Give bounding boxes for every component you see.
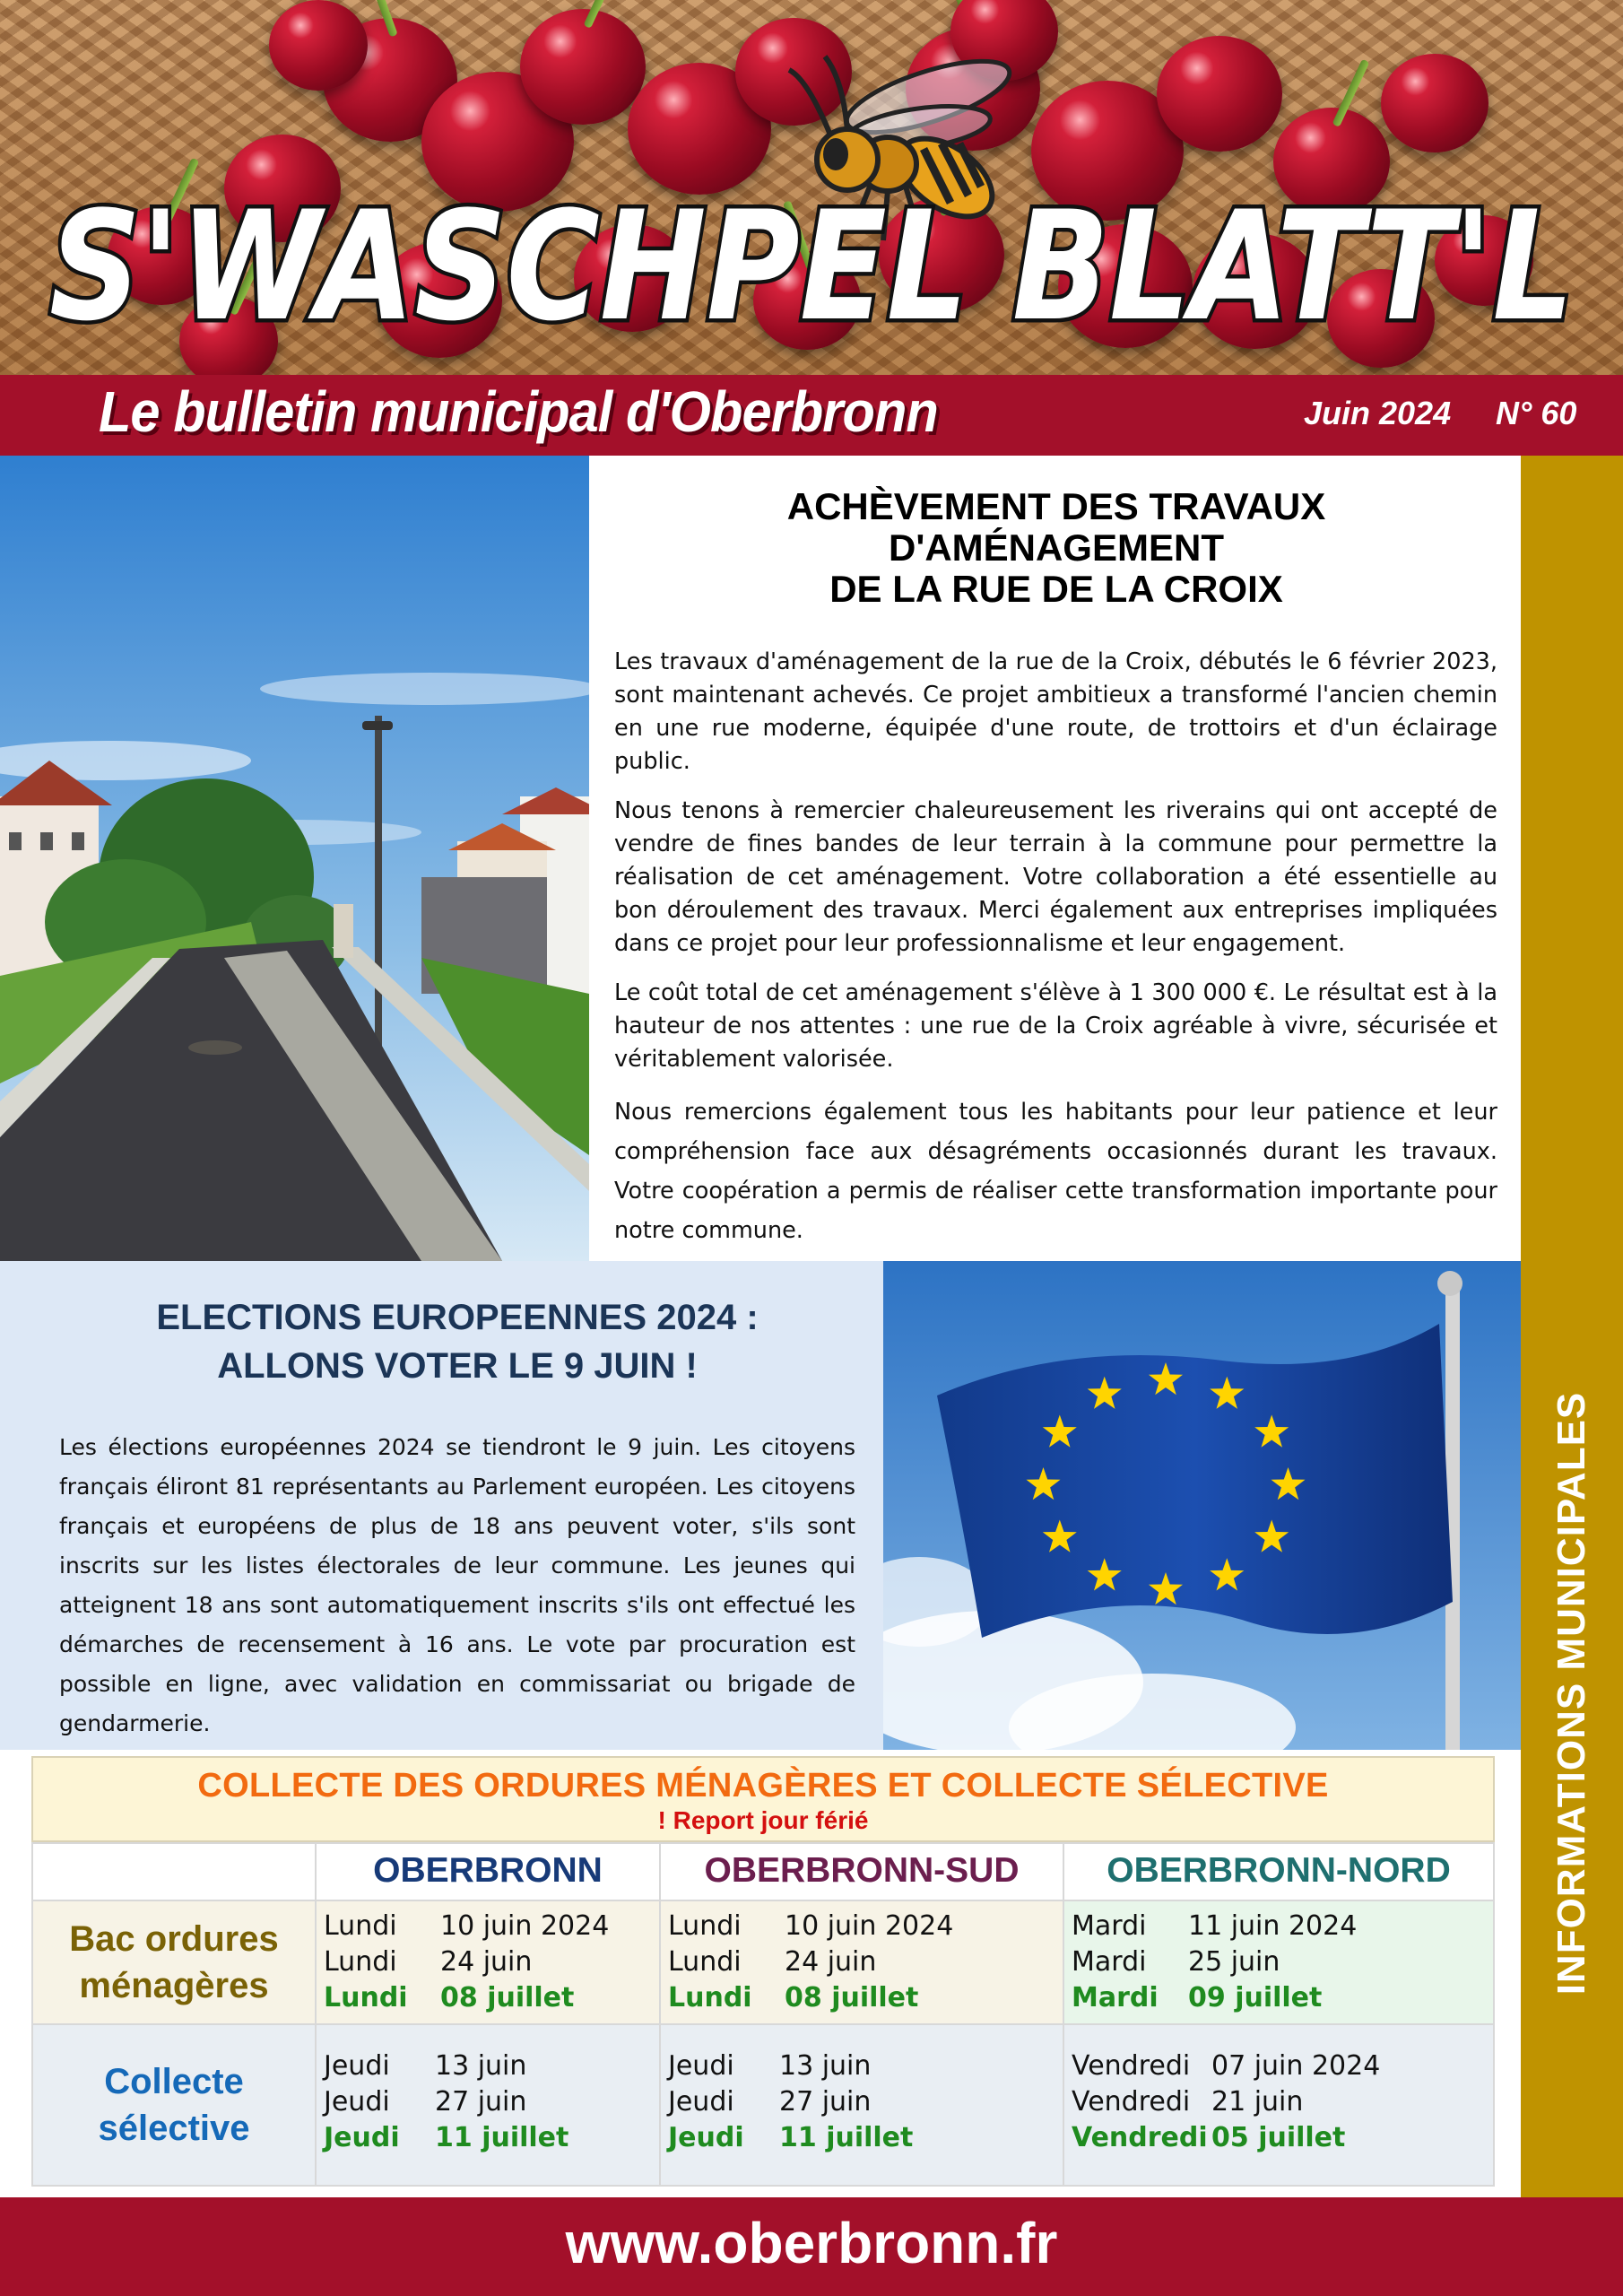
- road-photo: [0, 456, 589, 1261]
- zone-header-oberbronn-nord: [1063, 1842, 1495, 1901]
- collection-weekday: Lundi: [324, 1910, 397, 1942]
- dates-cell-oberbronn-waste: [315, 1900, 661, 2025]
- zone-header-oberbronn-sud: [659, 1842, 1064, 1901]
- collection-weekday: Mardi: [1072, 1910, 1147, 1942]
- dates-cell-oberbronn-sud-selective: [659, 2023, 1064, 2187]
- elections-article-title: [0, 1293, 915, 1390]
- road-article-title-line: D'AMÉNAGEMENT: [889, 526, 1224, 569]
- collection-date: 24 juin: [785, 1946, 877, 1978]
- collection-date-line: [1072, 1980, 1493, 2016]
- collection-weekday: Jeudi: [668, 2122, 744, 2153]
- collection-date-line: [668, 2084, 1063, 2120]
- collection-date-line: [1072, 2084, 1493, 2120]
- collection-date-line: [1072, 2120, 1493, 2156]
- collection-weekday: Lundi: [324, 1946, 397, 1978]
- row-label-selective-collection: [31, 2023, 317, 2187]
- collection-date-line: [668, 2120, 1063, 2156]
- collection-date: 27 juin: [435, 2086, 527, 2118]
- road-article-title: [610, 486, 1503, 610]
- collection-date-line: [324, 1944, 659, 1980]
- road-article-paragraph: Le coût total de cet aménagement s'élève à 1 300 000 €. Le résultat est à la hauteur de nos attentes : une rue de la Croix agréable à vivre, sécurisée et véritablement valorisée.: [614, 979, 1497, 1073]
- collection-date: 10 juin 2024: [440, 1910, 610, 1942]
- collection-date: 25 juin: [1188, 1946, 1280, 1978]
- eu-flag-photo: [883, 1261, 1521, 1750]
- row-label-household-waste: [31, 1900, 317, 2025]
- collection-weekday: Mardi: [1072, 1982, 1159, 2013]
- masthead-title-text: S'WASCHPEL BLATT'L: [49, 178, 1574, 350]
- holiday-shift-note: ! Report jour férié: [657, 1806, 869, 1834]
- collection-date: 13 juin: [435, 2050, 527, 2082]
- collection-date: 05 juillet: [1211, 2122, 1346, 2153]
- zone-label: OBERBRONN-SUD: [704, 1851, 1020, 1890]
- collection-date: 13 juin: [779, 2050, 872, 2082]
- elections-article-body: Les élections européennes 2024 se tiendront le 9 juin. Les citoyens français éliront 81 représentants au Parlement européen. Les citoyens français et européens de plus de 18 ans peuvent voter, s'ils sont inscrits sur les listes électorales de leur commune. Les jeunes qui atteignent 18 ans sont automatiquement inscrits s'ils ont effectué les démarches de recensement à 16 ans. Le vote par procuration est possible en ligne, avec validation en commissariat ou brigade de gendarmerie.: [59, 1434, 855, 1736]
- road-article-body: [614, 646, 1497, 1266]
- footer-bar: [0, 2197, 1623, 2296]
- collection-date: 11 juillet: [435, 2122, 569, 2153]
- collection-weekday: Vendredi: [1072, 2050, 1191, 2082]
- collection-date: 08 juillet: [440, 1982, 575, 2013]
- cherry-shape: [520, 9, 646, 125]
- collection-date-line: [1072, 1909, 1493, 1944]
- masthead-subbar: [0, 375, 1623, 456]
- table-corner-cell: [31, 1842, 317, 1901]
- row-label-line: ménagères: [79, 1966, 269, 2005]
- collection-weekday: Jeudi: [668, 2086, 734, 2118]
- collection-date-line: [668, 2048, 1063, 2084]
- collection-title: COLLECTE DES ORDURES MÉNAGÈRES ET COLLECTE SÉLECTIVE: [197, 1767, 1329, 1805]
- row-label-line: sélective: [98, 2109, 250, 2148]
- collection-date-line: [324, 1909, 659, 1944]
- collection-weekday: Jeudi: [324, 2122, 400, 2153]
- bulletin-subtitle: Le bulletin municipal d'Oberbronn: [99, 379, 938, 444]
- zone-header-oberbronn: [315, 1842, 661, 1901]
- road-article-paragraph: Nous remercions également tous les habitants pour leur patience et leur compréhension face aux désagréments occasionnés durant les travaux. Votre coopération a permis de réaliser cette transformation importante pour notre commune.: [614, 1099, 1497, 1244]
- cherry-shape: [1157, 36, 1282, 152]
- collection-date: 27 juin: [779, 2086, 872, 2118]
- issue-number: N° 60: [1496, 395, 1577, 431]
- side-banner: [1521, 456, 1623, 2197]
- collection-date-line: [668, 1909, 1063, 1944]
- collection-weekday: Vendredi: [1072, 2122, 1208, 2153]
- collection-date-line: [668, 1944, 1063, 1980]
- elections-title-line: ALLONS VOTER LE 9 JUIN !: [217, 1346, 698, 1386]
- side-banner-label: INFORMATIONS MUNICIPALES: [1549, 1391, 1593, 1996]
- zone-label: OBERBRONN: [373, 1851, 603, 1890]
- collection-date: 11 juin 2024: [1188, 1910, 1358, 1942]
- website-link[interactable]: www.oberbronn.fr: [565, 2211, 1058, 2275]
- collection-weekday: Lundi: [668, 1982, 752, 2013]
- dates-cell-oberbronn-sud-waste: [659, 1900, 1064, 2025]
- collection-date: 24 juin: [440, 1946, 533, 1978]
- collection-date-line: [324, 2120, 659, 2156]
- road-article-title-line: DE LA RUE DE LA CROIX: [829, 568, 1283, 610]
- masthead-title: [0, 170, 1623, 350]
- road-article-paragraph: Nous tenons à remercier chaleureusement les riverains qui ont accepté de vendre de fines bandes de leur terrain à la commune pour permettre la réalisation de cet aménagement. Votre collaboration a été essentielle au bon déroulement des travaux. Merci également aux entreprises impliquées dans ce projet pour leur professionnalisme et leur engagement.: [614, 797, 1497, 957]
- collection-date: 21 juin: [1211, 2086, 1304, 2118]
- elections-title-line: ELECTIONS EUROPEENNES 2024 :: [156, 1298, 759, 1337]
- road-article-title-line: ACHÈVEMENT DES TRAVAUX: [786, 485, 1326, 527]
- collection-date-line: [324, 1980, 659, 2016]
- row-label-line: Collecte: [104, 2062, 244, 2101]
- collection-date-line: [324, 2084, 659, 2120]
- cherry-shape: [1381, 54, 1488, 152]
- collection-date-line: [1072, 1944, 1493, 1980]
- road-article-paragraph: Les travaux d'aménagement de la rue de la Croix, débutés le 6 février 2023, sont maintenant achevés. Ce projet ambitieux a transformé l'ancien chemin en une rue moderne, équipée d'une route, de trottoirs et d'un éclairage public.: [614, 648, 1497, 775]
- collection-date: 08 juillet: [785, 1982, 919, 2013]
- collection-weekday: Lundi: [668, 1946, 742, 1978]
- collection-date: 07 juin 2024: [1211, 2050, 1381, 2082]
- zone-label: OBERBRONN-NORD: [1107, 1851, 1451, 1890]
- collection-weekday: Jeudi: [668, 2050, 734, 2082]
- collection-grid: [31, 1842, 1495, 2187]
- collection-weekday: Lundi: [668, 1910, 742, 1942]
- collection-header: [31, 1756, 1495, 1842]
- dates-cell-oberbronn-nord-waste: [1063, 1900, 1495, 2025]
- collection-date: 09 juillet: [1188, 1982, 1323, 2013]
- collection-date: 11 juillet: [779, 2122, 914, 2153]
- collection-date-line: [668, 1980, 1063, 2016]
- collection-date-line: [324, 2048, 659, 2084]
- collection-weekday: Jeudi: [324, 2086, 390, 2118]
- cherry-shape: [269, 0, 368, 91]
- dates-cell-oberbronn-nord-selective: [1063, 2023, 1495, 2187]
- collection-weekday: Mardi: [1072, 1946, 1147, 1978]
- collection-weekday: Jeudi: [324, 2050, 390, 2082]
- issue-date: Juin 2024: [1304, 395, 1452, 431]
- row-label-line: Bac ordures: [69, 1919, 279, 1959]
- dates-cell-oberbronn-selective: [315, 2023, 661, 2187]
- collection-weekday: Vendredi: [1072, 2086, 1191, 2118]
- collection-weekday: Lundi: [324, 1982, 408, 2013]
- collection-date: 10 juin 2024: [785, 1910, 954, 1942]
- waste-collection-table: [31, 1756, 1495, 2187]
- masthead-banner: [0, 0, 1623, 375]
- collection-date-line: [1072, 2048, 1493, 2084]
